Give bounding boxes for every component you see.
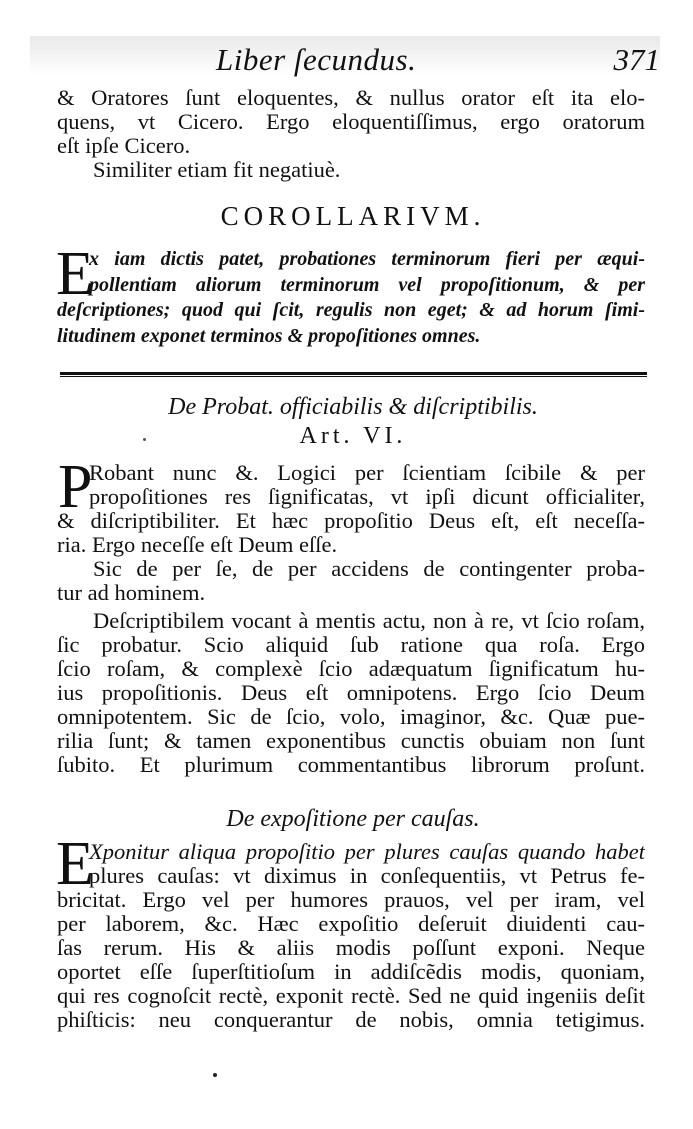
text-line: deſcriptiones; quod qui ſcit, regulis non eget; & ad horum ſimi- bbox=[57, 299, 645, 321]
text-line: eſt ipſe Cicero. bbox=[57, 134, 191, 158]
text-line: Xponitur aliqua propoſitio per plures cauſas quando habet bbox=[89, 840, 645, 864]
text-line: ſubito. Et plurimum commentantibus librorum proſunt. bbox=[57, 753, 645, 777]
section1-text bbox=[57, 461, 645, 777]
text-line: rilia ſunt; & tamen exponentibus cunctis obuiam non ſunt bbox=[57, 729, 645, 753]
text-line: omnipotentem. Sic de ſcio, volo, imaginor, &c. Quæ pue- bbox=[57, 705, 645, 729]
text-line: Deſcriptibilem vocant à mentis actu, non à re, vt ſcio roſam, bbox=[93, 609, 645, 633]
text-line: & Oratores ſunt eloquentes, & nullus orator eſt ita elo- bbox=[57, 86, 645, 110]
text-line: ria. Ergo neceſſe eſt Deum eſſe. bbox=[57, 533, 338, 557]
text-line: quens, vt Cicero. Ergo eloquentiſſimus, ergo oratorum bbox=[57, 110, 645, 134]
text-line: & diſcriptibiliter. Et hæc propoſitio Deus eſt, eſt neceſſa- bbox=[57, 509, 645, 533]
text-line: ſic probatur. Scio aliquid ſub ratione qua roſa. Ergo bbox=[57, 633, 645, 657]
text-line: bricitat. Ergo vel per humores prauos, vel per iram, vel bbox=[57, 888, 645, 912]
text-line: propoſitiones res ſignificatas, vt ipſi dicunt officialiter, bbox=[89, 485, 645, 509]
text-line: Sic de per ſe, de per accidens de contingenter proba- bbox=[93, 557, 645, 581]
text-line: phiſticis: neu conquerantur de nobis, omnia tetigimus. bbox=[57, 1008, 645, 1032]
text-line: tur ad hominem. bbox=[57, 581, 206, 605]
page-header bbox=[40, 42, 666, 82]
dropcap-e: E bbox=[56, 240, 94, 308]
text-line: ſas rerum. His & aliis modis poſſunt exponi. Neque bbox=[57, 936, 645, 960]
dropcap-e2: E bbox=[56, 830, 94, 898]
section-divider bbox=[60, 372, 647, 378]
dropcap-p: P bbox=[58, 453, 93, 521]
page-number: 371 bbox=[613, 42, 660, 77]
corollary-heading: COROLLARIVM. bbox=[220, 201, 486, 231]
corollary-text bbox=[57, 247, 645, 349]
text-line: oportet eſſe ſuperſtitioſum in addiſcẽdis modis, quoniam, bbox=[57, 960, 645, 984]
article-number: Art. VI. bbox=[299, 423, 407, 449]
text-line: qui res cognoſcit rectè, exponit rectè. Sed ne quid ingeniis deſit bbox=[57, 984, 645, 1008]
text-line: per laborem, &c. Hæc expoſitio deſeruit diuidenti cau- bbox=[57, 912, 645, 936]
text-line: pollentiam aliorum terminorum vel propoſitionum, & per bbox=[89, 273, 645, 296]
text-line: x iam dictis patet, probationes terminorum fieri per æqui- bbox=[89, 248, 645, 270]
section-title-officiabilis: De Probat. officiabilis & diſcriptibilis. bbox=[168, 394, 538, 420]
opening-paragraph bbox=[57, 86, 645, 182]
text-line: ius propoſitionis. Deus eſt omnipotens. Ergo ſcio Deum bbox=[57, 681, 645, 705]
text-line: Similiter etiam fit negatiuè. bbox=[93, 158, 341, 182]
text-line: plures cauſas: vt diximus in conſequentiis, vt Petrus fe- bbox=[89, 864, 645, 888]
print-speck bbox=[143, 438, 146, 441]
text-line: Robant nunc &. Logici per ſcientiam ſcibile & per bbox=[89, 461, 645, 485]
text-line: litudinem exponet terminos & propoſitiones omnes. bbox=[57, 324, 481, 347]
section2-text bbox=[57, 840, 645, 1032]
print-speck bbox=[213, 1073, 217, 1077]
section-title-causas: De expoſitione per cauſas. bbox=[226, 806, 480, 832]
text-line: ſcio roſam, & complexè ſcio adæquatum ſignificatum hu- bbox=[57, 657, 645, 681]
running-head: Liber ſecundus. bbox=[216, 42, 417, 77]
